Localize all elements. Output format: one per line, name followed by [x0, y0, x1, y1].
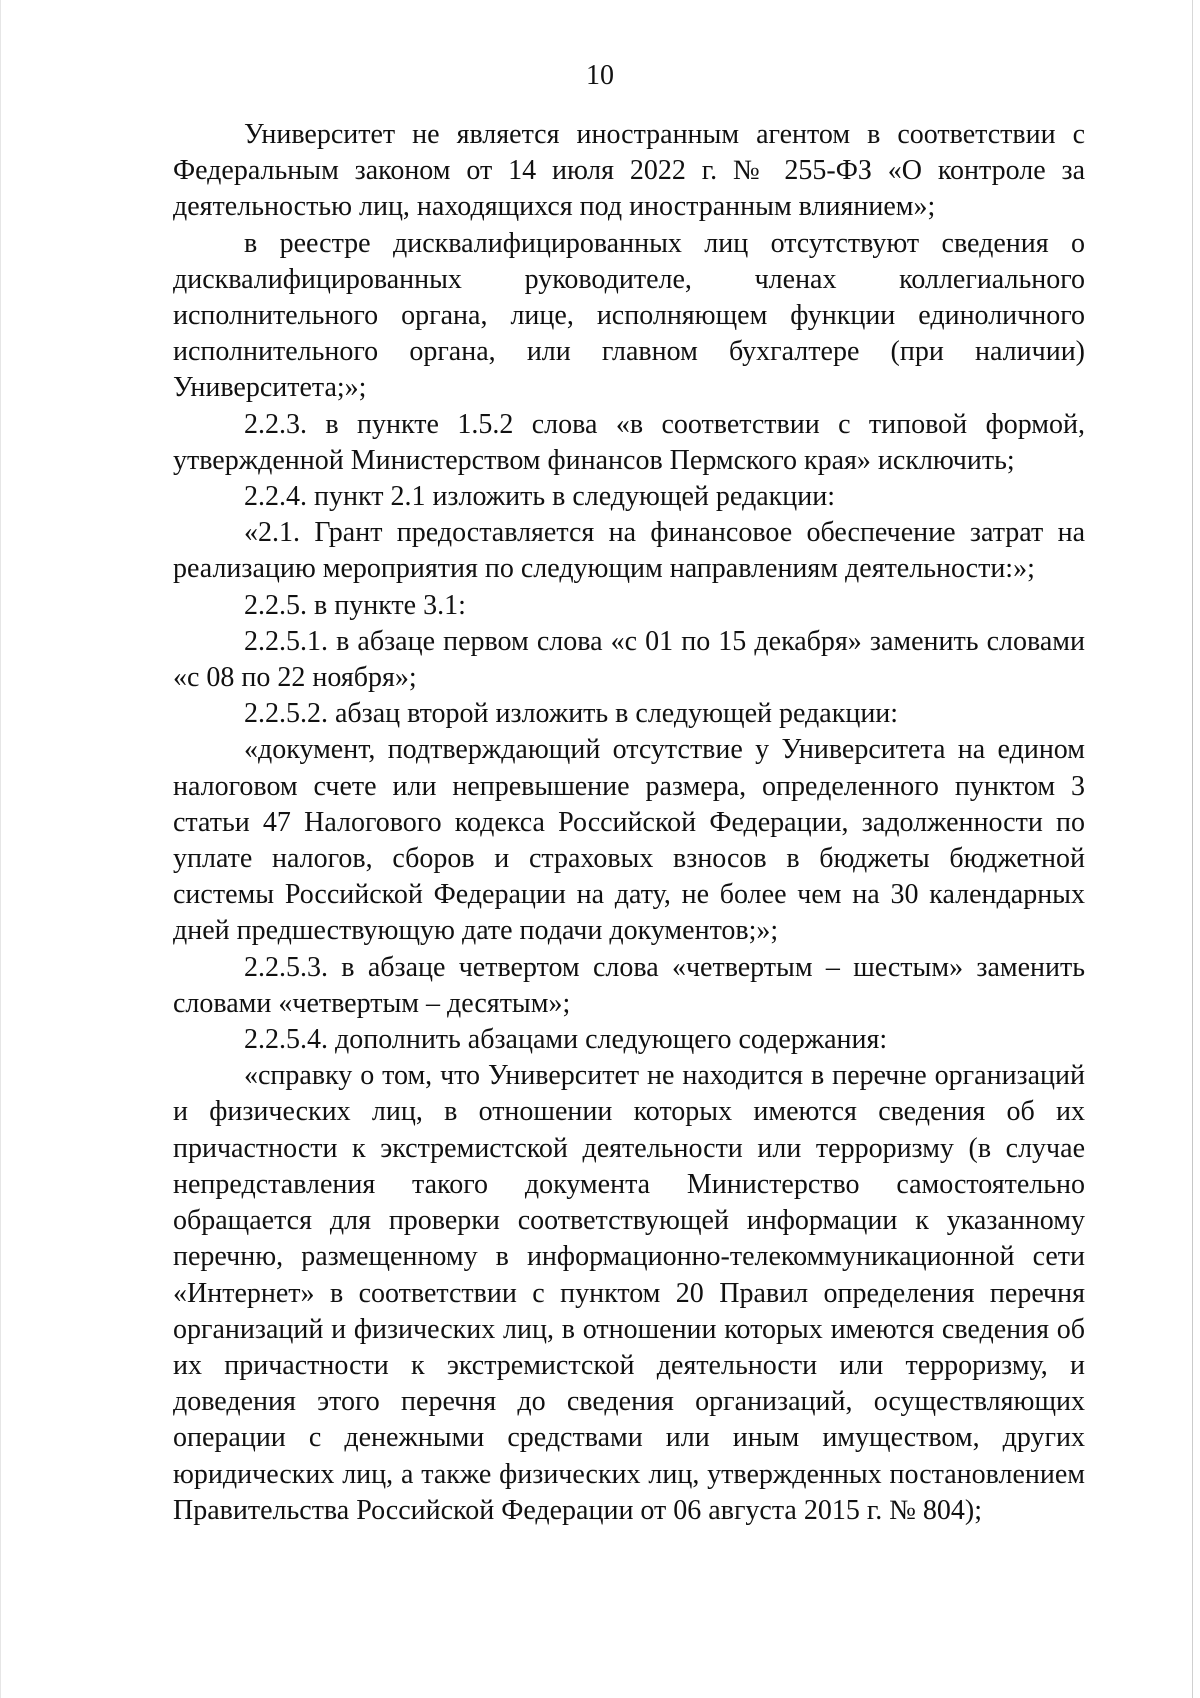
paragraph-2-2-4: 2.2.4. пункт 2.1 изложить в следующей редакции: — [244, 481, 835, 513]
scan-edge-right — [1192, 0, 1193, 1698]
document-body — [173, 117, 1085, 1529]
paragraph-2-2-5-1: 2.2.5.1. в абзаце первом слова «с 01 по 15 декабря» заменить словами «с 08 по 22 ноября»; — [173, 625, 1085, 694]
paragraph-2-2-5-2: 2.2.5.2. абзац второй изложить в следующей редакции: — [244, 698, 899, 730]
paragraph-2-2-5-3: 2.2.5.3. в абзаце четвертом слова «четвертым – шестым» заменить словами «четвертым – десятым»; — [173, 951, 1085, 1019]
paragraph-2-2-5-4: 2.2.5.4. дополнить абзацами следующего содержания: — [244, 1024, 888, 1056]
paragraph-foreign-agent: Университет не является иностранным агентом в соответствии с Федеральным законом от 14 июля 2022 г. № 255-ФЗ «О контроле за деятельностью лиц, находящихся под иностранным влиянием»; — [173, 119, 1085, 223]
paragraph-2-2-3: 2.2.3. в пункте 1.5.2 слова «в соответствии с типовой формой, утвержденной Министерством финансов Пермского края» исключить; — [173, 408, 1085, 476]
paragraph-grant-2-1: «2.1. Грант предоставляется на финансовое обеспечение затрат на реализацию мероприятия по следующим направлениям деятельности:»; — [173, 517, 1085, 585]
paragraph-tax-document: «документ, подтверждающий отсутствие у Университета на едином налоговом счете или непревышение размера, определенного пунктом 3 статьи 47 Налогового кодекса Российской Федерации, задолженности по уплате налогов, сборов и страховых взносов в бюджеты бюджетной системы Российской Федерации на дату, не более чем на 30 календарных дней предшествующую дате подачи документов;»; — [173, 734, 1085, 947]
paragraph-disqualified-registry: в реестре дисквалифицированных лиц отсутствуют сведения о дисквалифицированных руководителе, членах коллегиального исполнительного органа, лице, исполняющем функции единоличного исполнительного органа, или главном бухгалтере (при наличии) Университета;»; — [173, 227, 1085, 404]
scan-edge-left — [0, 0, 1, 1698]
paragraph-2-2-5: 2.2.5. в пункте 3.1: — [244, 589, 466, 621]
page-number: 10 — [586, 60, 614, 91]
paragraph-extremism-certificate: «справку о том, что Университет не находится в перечне организаций и физических лиц, в отношении которых имеются сведения об их причастности к экстремистской деятельности или терроризму (в случае непредставления такого документа Министерство самостоятельно обращается для проверки соответствующей информации к указанному перечню, размещенному в информационно-телекоммуникационной сети «Интернет» в соответствии с пунктом 20 Правил определения перечня организаций и физических лиц, в отношении которых имеются сведения об их причастности к экстремистской деятельности или терроризму, и доведения этого перечня до сведения организаций, осуществляющих операции с денежными средствами или иным имуществом, других юридических лиц, а также физических лиц, утвержденных постановлением Правительства Российской Федерации от 06 августа 2015 г. № 804); — [173, 1060, 1085, 1526]
